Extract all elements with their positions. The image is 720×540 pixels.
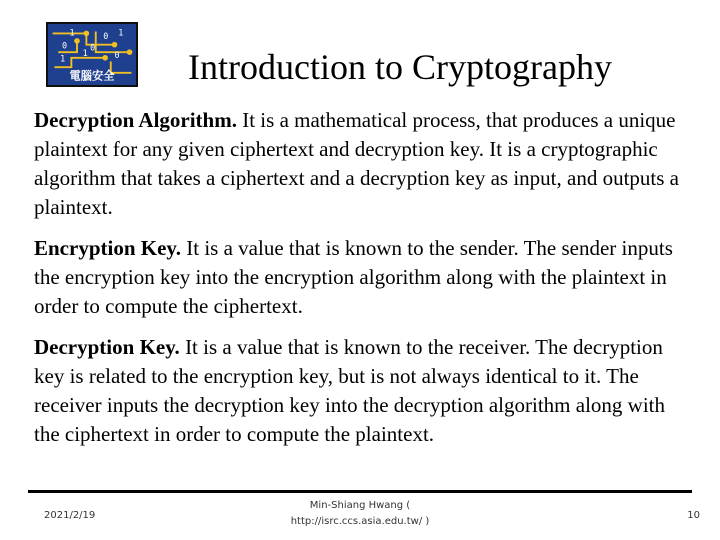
page-number: 10 [687, 510, 700, 521]
footer-author-line1: Min-Shiang Hwang ( [309, 500, 411, 511]
footer-date: 2021/2/19 [44, 510, 96, 521]
logo-graphic [48, 24, 136, 85]
svg-text:0: 0 [90, 42, 96, 53]
svg-text:1: 1 [82, 47, 88, 58]
svg-text:0: 0 [61, 40, 68, 51]
slide-title: Introduction to Cryptography [188, 47, 612, 87]
term-encryption-key: Encryption Key. [34, 236, 182, 260]
svg-text:0: 0 [103, 31, 109, 42]
logo-caption: 電腦安全 [69, 69, 115, 83]
paragraph-decryption-key [34, 333, 694, 449]
svg-text:0: 0 [114, 49, 120, 60]
svg-text:1: 1 [69, 27, 75, 38]
footer-divider [28, 490, 692, 493]
paragraph-decryption-algorithm [34, 106, 694, 222]
definition-decryption-algorithm: It is a mathematical process, that produces a unique plaintext for any given ciphertext and decryption key. It is a cryptographic algorithm that takes a ciphertext and a decryption key as input, and outputs a plaintext. [34, 108, 679, 219]
paragraph-encryption-key [34, 234, 694, 321]
logo-image [46, 22, 138, 87]
definition-decryption-key: It is a value that is known to the receiver. The decryption key is related to the encryption key, but is not always identical to it. The receiver inputs the decryption key into the decryption algorithm along with the ciphertext in order to compute the plaintext. [34, 335, 665, 446]
term-decryption-algorithm: Decryption Algorithm. [34, 108, 237, 132]
footer-author-line2: http://isrc.ccs.asia.edu.tw/ ) [290, 516, 430, 527]
term-decryption-key: Decryption Key. [34, 335, 180, 359]
footer-author [250, 498, 470, 530]
svg-text:1: 1 [60, 53, 66, 64]
svg-text:1: 1 [118, 27, 124, 38]
definition-encryption-key: It is a value that is known to the sender. The sender inputs the encryption key into the encryption algorithm along with the plaintext in order to compute the ciphertext. [34, 236, 673, 318]
slide-body [34, 106, 694, 461]
